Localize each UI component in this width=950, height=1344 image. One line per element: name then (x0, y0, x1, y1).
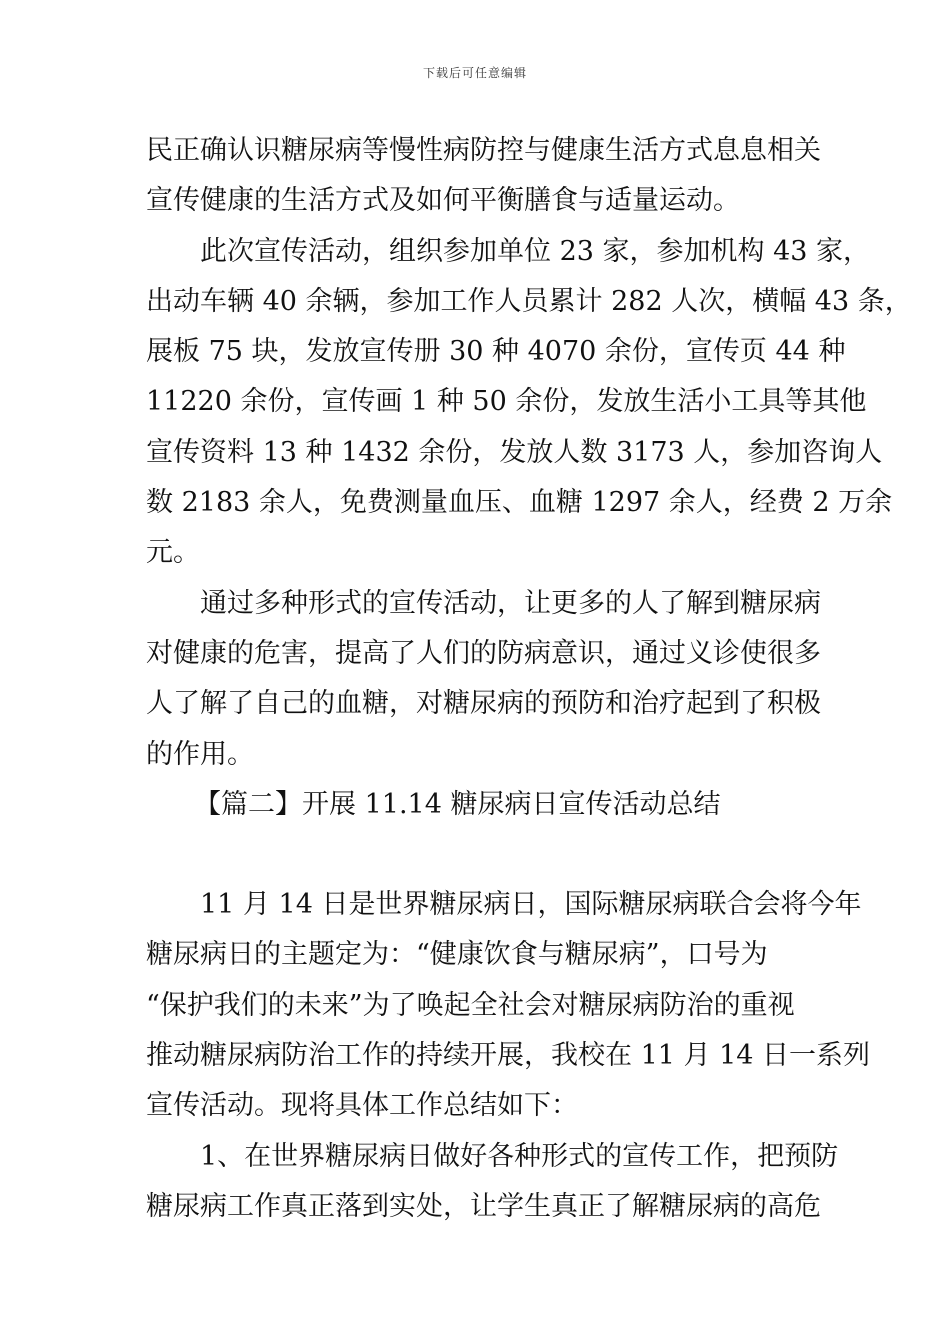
text-line: 此次宣传活动，组织参加单位 23 家，参加机构 43 家， (200, 235, 871, 267)
text-line: 宣传健康的生活方式及如何平衡膳食与适量运动。 (146, 185, 740, 217)
text-line: 出动车辆 40 余辆，参加工作人员累计 282 人次，横幅 43 条， (146, 285, 912, 317)
text-line: “保护我们的未来”为了唤起全社会对糖尿病防治的重视 (146, 989, 795, 1021)
text-line: 对健康的危害，提高了人们的防病意识，通过义诊使很多 (146, 637, 821, 669)
blank-line (146, 830, 836, 880)
text-line: 糖尿病工作真正落到实处，让学生真正了解糖尿病的高危 (146, 1190, 821, 1222)
text-line: 糖尿病日的主题定为：“健康饮食与糖尿病”，口号为 (146, 939, 768, 971)
text-line: 1、在世界糖尿病日做好各种形式的宣传工作，把预防 (200, 1140, 839, 1172)
text-line: 宣传活动。现将具体工作总结如下： (146, 1090, 578, 1122)
text-line: 推动糖尿病防治工作的持续开展，我校在 11 月 14 日一系列 (146, 1040, 871, 1072)
text-line: 宣传资料 13 种 1432 余份，发放人数 3173 人，参加咨询人 (146, 436, 883, 468)
text-line: 通过多种形式的宣传活动，让更多的人了解到糖尿病 (200, 587, 821, 619)
document-body (146, 126, 912, 1232)
text-line: 11220 余份，宣传画 1 种 50 余份，发放生活小工具等其他 (146, 386, 867, 418)
section-heading: 【篇二】开展 11.14 糖尿病日宣传活动总结 (194, 788, 721, 820)
header-note: 下载后可任意编辑 (422, 66, 527, 80)
text-line: 元。 (146, 537, 200, 569)
text-line: 的作用。 (146, 738, 254, 770)
text-line: 11 月 14 日是世界糖尿病日，国际糖尿病联合会将今年 (200, 889, 862, 921)
text-line: 民正确认识糖尿病等慢性病防控与健康生活方式息息相关 (146, 135, 821, 166)
text-line: 人了解了自己的血糖，对糖尿病的预防和治疗起到了积极 (146, 688, 821, 720)
text-line: 数 2183 余人，免费测量血压、血糖 1297 余人，经费 2 万余 (146, 487, 893, 519)
text-line: 展板 75 块，发放宣传册 30 种 4070 余份，宣传页 44 种 (146, 336, 846, 368)
